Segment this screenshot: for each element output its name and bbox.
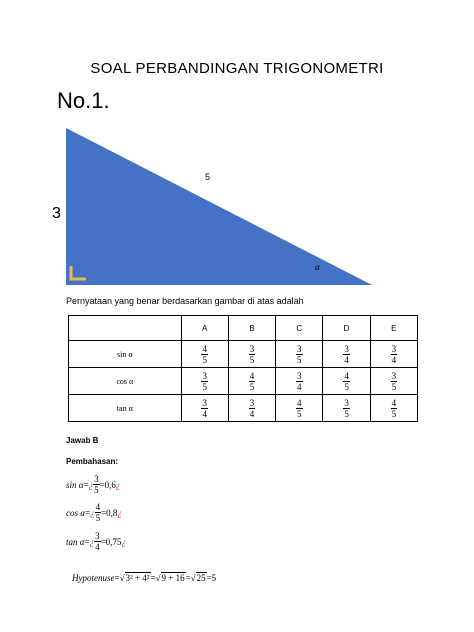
side-label-hypotenuse: 5	[205, 172, 211, 182]
equation-func: sin α	[66, 479, 84, 490]
fraction-den: 5	[391, 408, 397, 419]
hypotenuse-label: Hypotenuse	[72, 573, 115, 583]
fraction-num: 3	[391, 343, 397, 354]
fraction	[343, 371, 350, 392]
fraction-den: 5	[94, 485, 99, 495]
triangle-figure	[0, 0, 474, 300]
fraction-den: 4	[391, 354, 397, 365]
option-cell-a	[181, 395, 228, 422]
equation-sin: sin α = ¿ $\frac{3}{5}$ =0,6 ¿	[66, 474, 121, 495]
fraction	[201, 371, 208, 392]
fraction-num: 3	[202, 370, 207, 381]
equation-tan: tan α = ¿ $\frac{3}{4}$ =0,75 ¿	[66, 531, 126, 552]
header-cell-d: D	[323, 316, 370, 341]
equation-result: =0,75	[100, 536, 122, 547]
header-cell-b: B	[228, 316, 275, 341]
fraction-num: 3	[391, 370, 397, 381]
table-row	[69, 395, 418, 422]
equation-result: =0,6	[99, 479, 116, 490]
row-label: tan α	[69, 395, 182, 422]
option-cell-a	[181, 341, 228, 368]
table-row	[69, 368, 418, 395]
fraction-den: 5	[202, 381, 207, 392]
option-cell-e	[370, 395, 417, 422]
options-table	[68, 315, 418, 422]
fraction-den: 4	[95, 542, 100, 552]
fraction-den: 5	[249, 354, 255, 365]
fraction-num: 3	[297, 370, 302, 381]
fraction-den: 4	[249, 408, 255, 419]
option-cell-c	[276, 395, 323, 422]
equation-result: =0,8	[101, 507, 118, 518]
fraction-den: 4	[297, 381, 302, 392]
table-row	[69, 341, 418, 368]
fraction	[201, 398, 208, 419]
fraction-num: 4	[344, 370, 349, 381]
fraction	[296, 344, 303, 365]
fraction-den: 5	[344, 408, 349, 419]
option-cell-a	[181, 368, 228, 395]
fraction-num: 3	[249, 397, 255, 408]
fraction-num: 3	[344, 397, 349, 408]
header-cell-e: E	[370, 316, 417, 341]
hypotenuse-expr1: 3² + 4²	[125, 573, 150, 583]
equation-cos: cos α = ¿ $\frac{4}{5}$ =0,8 ¿	[66, 502, 122, 523]
fraction-den: 5	[344, 381, 349, 392]
row-label: sin α	[69, 341, 182, 368]
fraction-num: 3	[344, 343, 349, 354]
answer-text: Jawab B	[66, 436, 99, 445]
option-cell-d	[323, 395, 370, 422]
fraction-den: 5	[202, 354, 207, 365]
fraction-num: 3	[95, 531, 100, 541]
header-cell-a: A	[181, 316, 228, 341]
fraction-num: 4	[202, 343, 207, 354]
row-label: cos α	[69, 368, 182, 395]
fraction-num: 4	[297, 397, 302, 408]
fraction	[249, 398, 256, 419]
fraction-den: 5	[391, 381, 397, 392]
hypotenuse-expr3: 25	[196, 573, 206, 583]
fraction	[391, 371, 398, 392]
fraction	[296, 371, 303, 392]
explanation-title: Pembahasan:	[66, 457, 119, 466]
option-cell-e	[370, 341, 417, 368]
header-cell-empty	[69, 316, 182, 341]
side-label-vertical: 3	[52, 205, 61, 222]
fraction	[391, 398, 398, 419]
angle-label: α	[315, 262, 320, 272]
fraction	[343, 344, 350, 365]
equation-func: tan α	[66, 536, 85, 547]
fraction-num: 3	[94, 474, 99, 484]
fraction-num: 3	[249, 343, 255, 354]
option-cell-c	[276, 368, 323, 395]
fraction	[391, 344, 398, 365]
fraction	[343, 398, 350, 419]
fraction-den: 4	[344, 354, 349, 365]
option-cell-b	[228, 368, 275, 395]
fraction	[249, 344, 256, 365]
fraction	[296, 398, 303, 419]
hypotenuse-expr2: 9 + 16	[161, 573, 185, 583]
fraction	[201, 344, 208, 365]
hypotenuse-equation: Hypotenuse=√3² + 4²=√9 + 16=√25=5	[72, 573, 217, 583]
fraction-num: 3	[202, 397, 207, 408]
option-cell-d	[323, 341, 370, 368]
equation-func: cos α	[66, 507, 85, 518]
fraction-num: 4	[249, 370, 255, 381]
fraction-den: 4	[202, 408, 207, 419]
page-title: SOAL PERBANDINGAN TRIGONOMETRI	[90, 60, 384, 77]
option-cell-b	[228, 395, 275, 422]
fraction-den: 5	[249, 381, 255, 392]
question-number: No.1.	[57, 88, 110, 113]
fraction-den: 5	[297, 354, 302, 365]
fraction-den: 5	[297, 408, 302, 419]
fraction-num: 4	[95, 502, 101, 512]
hypotenuse-result: =5	[206, 573, 217, 583]
option-cell-d	[323, 368, 370, 395]
option-cell-b	[228, 341, 275, 368]
header-cell-c: C	[276, 316, 323, 341]
fraction-num: 3	[297, 343, 302, 354]
fraction-num: 4	[391, 397, 397, 408]
question-text: Pernyataan yang benar berdasarkan gambar di atas adalah	[66, 296, 304, 306]
right-triangle	[66, 128, 372, 285]
table-header-row	[69, 316, 418, 341]
fraction-den: 5	[95, 513, 101, 523]
option-cell-c	[276, 341, 323, 368]
option-cell-e	[370, 368, 417, 395]
fraction	[249, 371, 256, 392]
